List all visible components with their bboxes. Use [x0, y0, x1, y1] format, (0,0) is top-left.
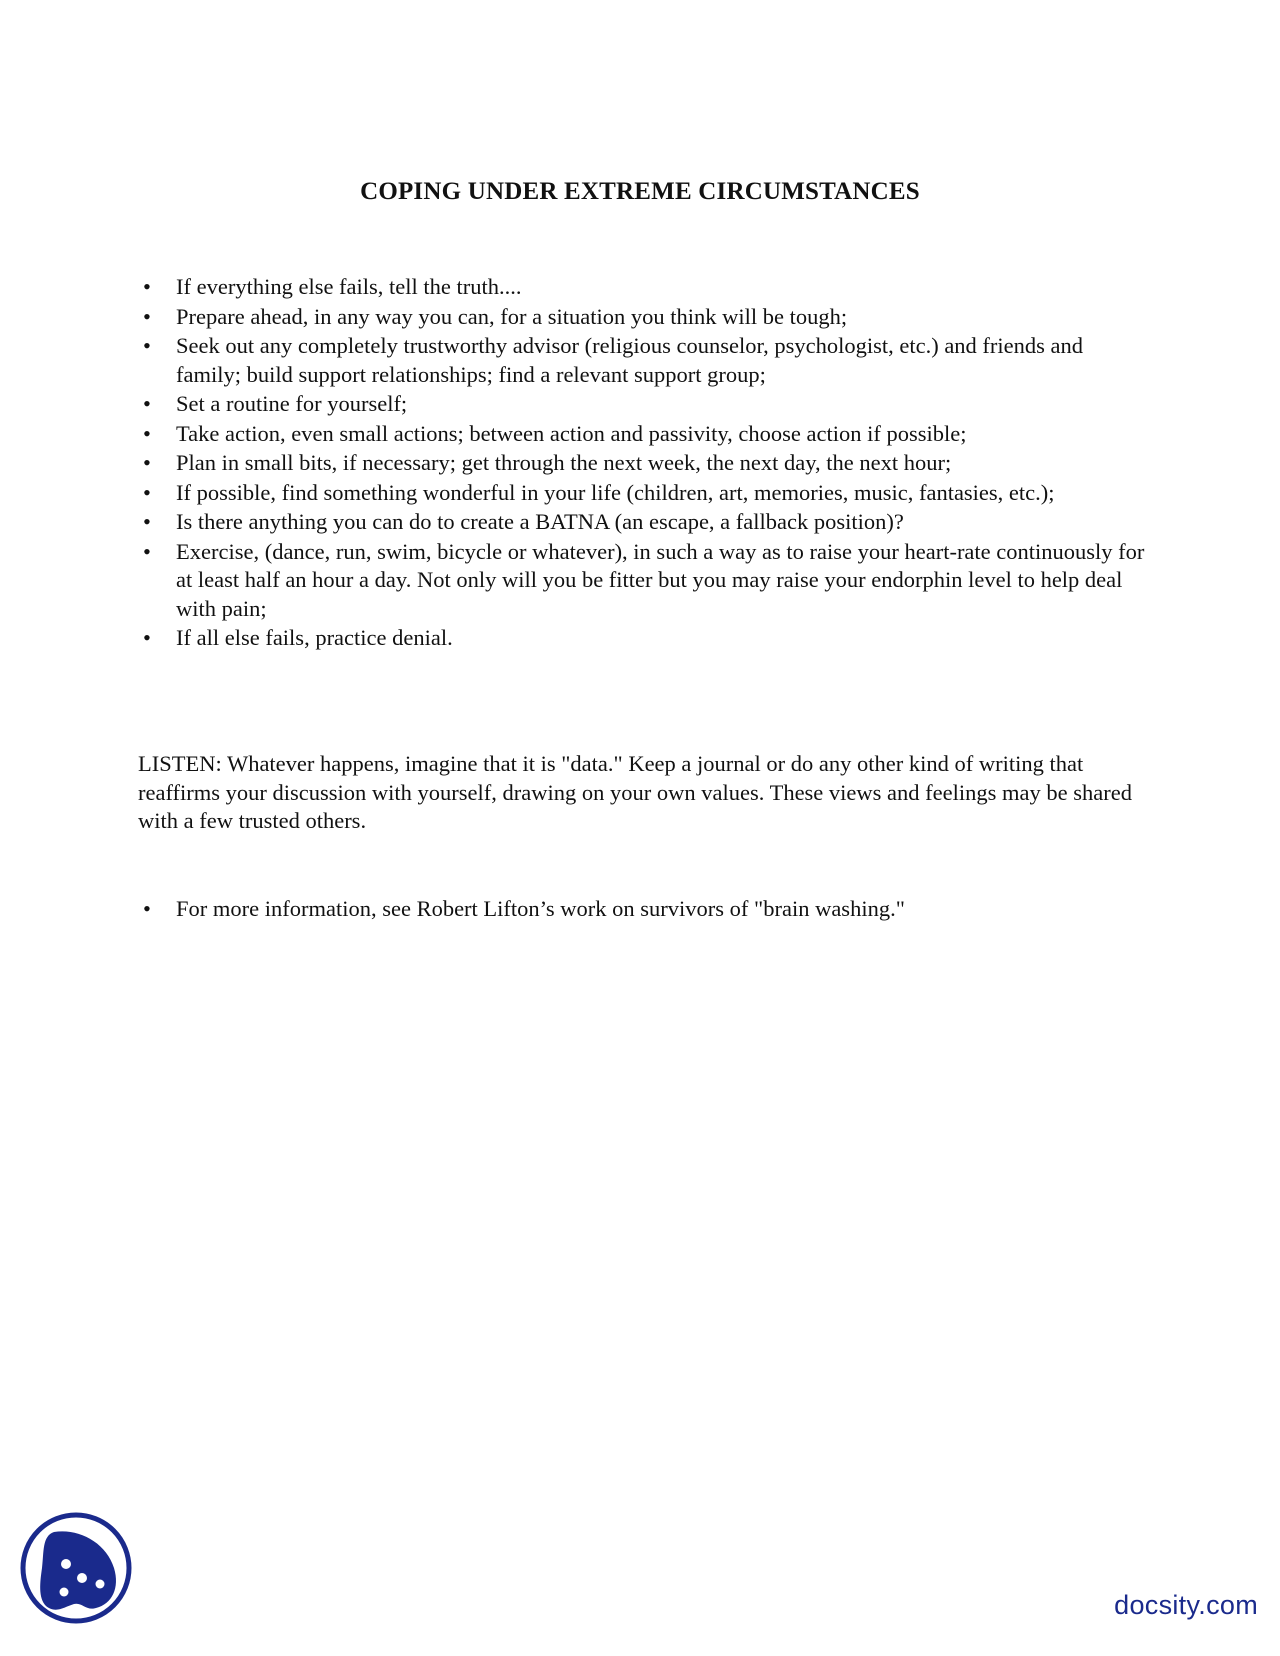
list-item — [138, 332, 1148, 389]
document-title: COPING UNDER EXTREME CIRCUMSTANCES — [360, 178, 920, 205]
bullet-icon: • — [143, 303, 151, 329]
docsity-brand-link[interactable]: docsity.com — [1114, 1590, 1258, 1620]
list-item — [138, 508, 1148, 537]
bullet-icon: • — [143, 509, 151, 534]
list-item-text: If all else fails, practice denial. — [176, 625, 453, 650]
bullet-icon: • — [143, 333, 151, 358]
list-item — [138, 895, 1148, 924]
docsity-logo-icon — [20, 1512, 132, 1624]
listen-paragraph: LISTEN: Whatever happens, imagine that it is "data." Keep a journal or do any other kind of writing that reaffirms your discussion with yourself, drawing on your own values. These views and feelings may be shared with a few trusted others. — [138, 751, 1132, 833]
list-item — [138, 624, 1148, 653]
bullet-icon: • — [143, 625, 151, 650]
more-info-text: For more information, see Robert Lifton’s work on survivors of "brain washing." — [176, 896, 905, 921]
list-item — [138, 449, 1148, 478]
bullet-icon: • — [143, 274, 151, 299]
bullet-icon: • — [143, 538, 151, 564]
list-item-text: Set a routine for yourself; — [176, 391, 408, 416]
bullet-icon: • — [143, 896, 151, 921]
list-item-text: If possible, find something wonderful in your life (children, art, memories, music, fantasies, etc.); — [176, 479, 1055, 505]
docsity-logo-svg — [20, 1512, 132, 1624]
list-item-text: Seek out any completely trustworthy advisor (religious counselor, psychologist, etc.) and friends and family; build support relationships; find a relevant support group; — [176, 333, 1084, 387]
list-item-text: If everything else fails, tell the truth.... — [176, 274, 522, 299]
bullet-icon: • — [143, 391, 151, 416]
list-item — [138, 273, 1148, 302]
list-item — [138, 390, 1148, 419]
bullet-icon: • — [143, 450, 151, 475]
bullet-icon: • — [143, 420, 151, 446]
list-item — [138, 420, 1148, 449]
list-item — [138, 538, 1148, 624]
list-item-text: Is there anything you can do to create a BATNA (an escape, a fallback position)? — [176, 509, 904, 534]
list-item-text: Exercise, (dance, run, swim, bicycle or whatever), in such a way as to raise your heart-rate continuously for at least half an hour a day. Not only will you be fitter but you may raise your endorphin level to help deal with pain; — [176, 538, 1145, 621]
coping-tips-list — [138, 273, 1148, 654]
more-info-list — [138, 895, 1148, 924]
list-item — [138, 479, 1148, 508]
list-item-text: Plan in small bits, if necessary; get through the next week, the next day, the next hour; — [176, 450, 952, 475]
list-item-text: Prepare ahead, in any way you can, for a situation you think will be tough; — [176, 303, 848, 329]
bullet-icon: • — [143, 479, 151, 505]
list-item — [138, 303, 1148, 332]
list-item-text: Take action, even small actions; between action and passivity, choose action if possible; — [176, 420, 967, 446]
